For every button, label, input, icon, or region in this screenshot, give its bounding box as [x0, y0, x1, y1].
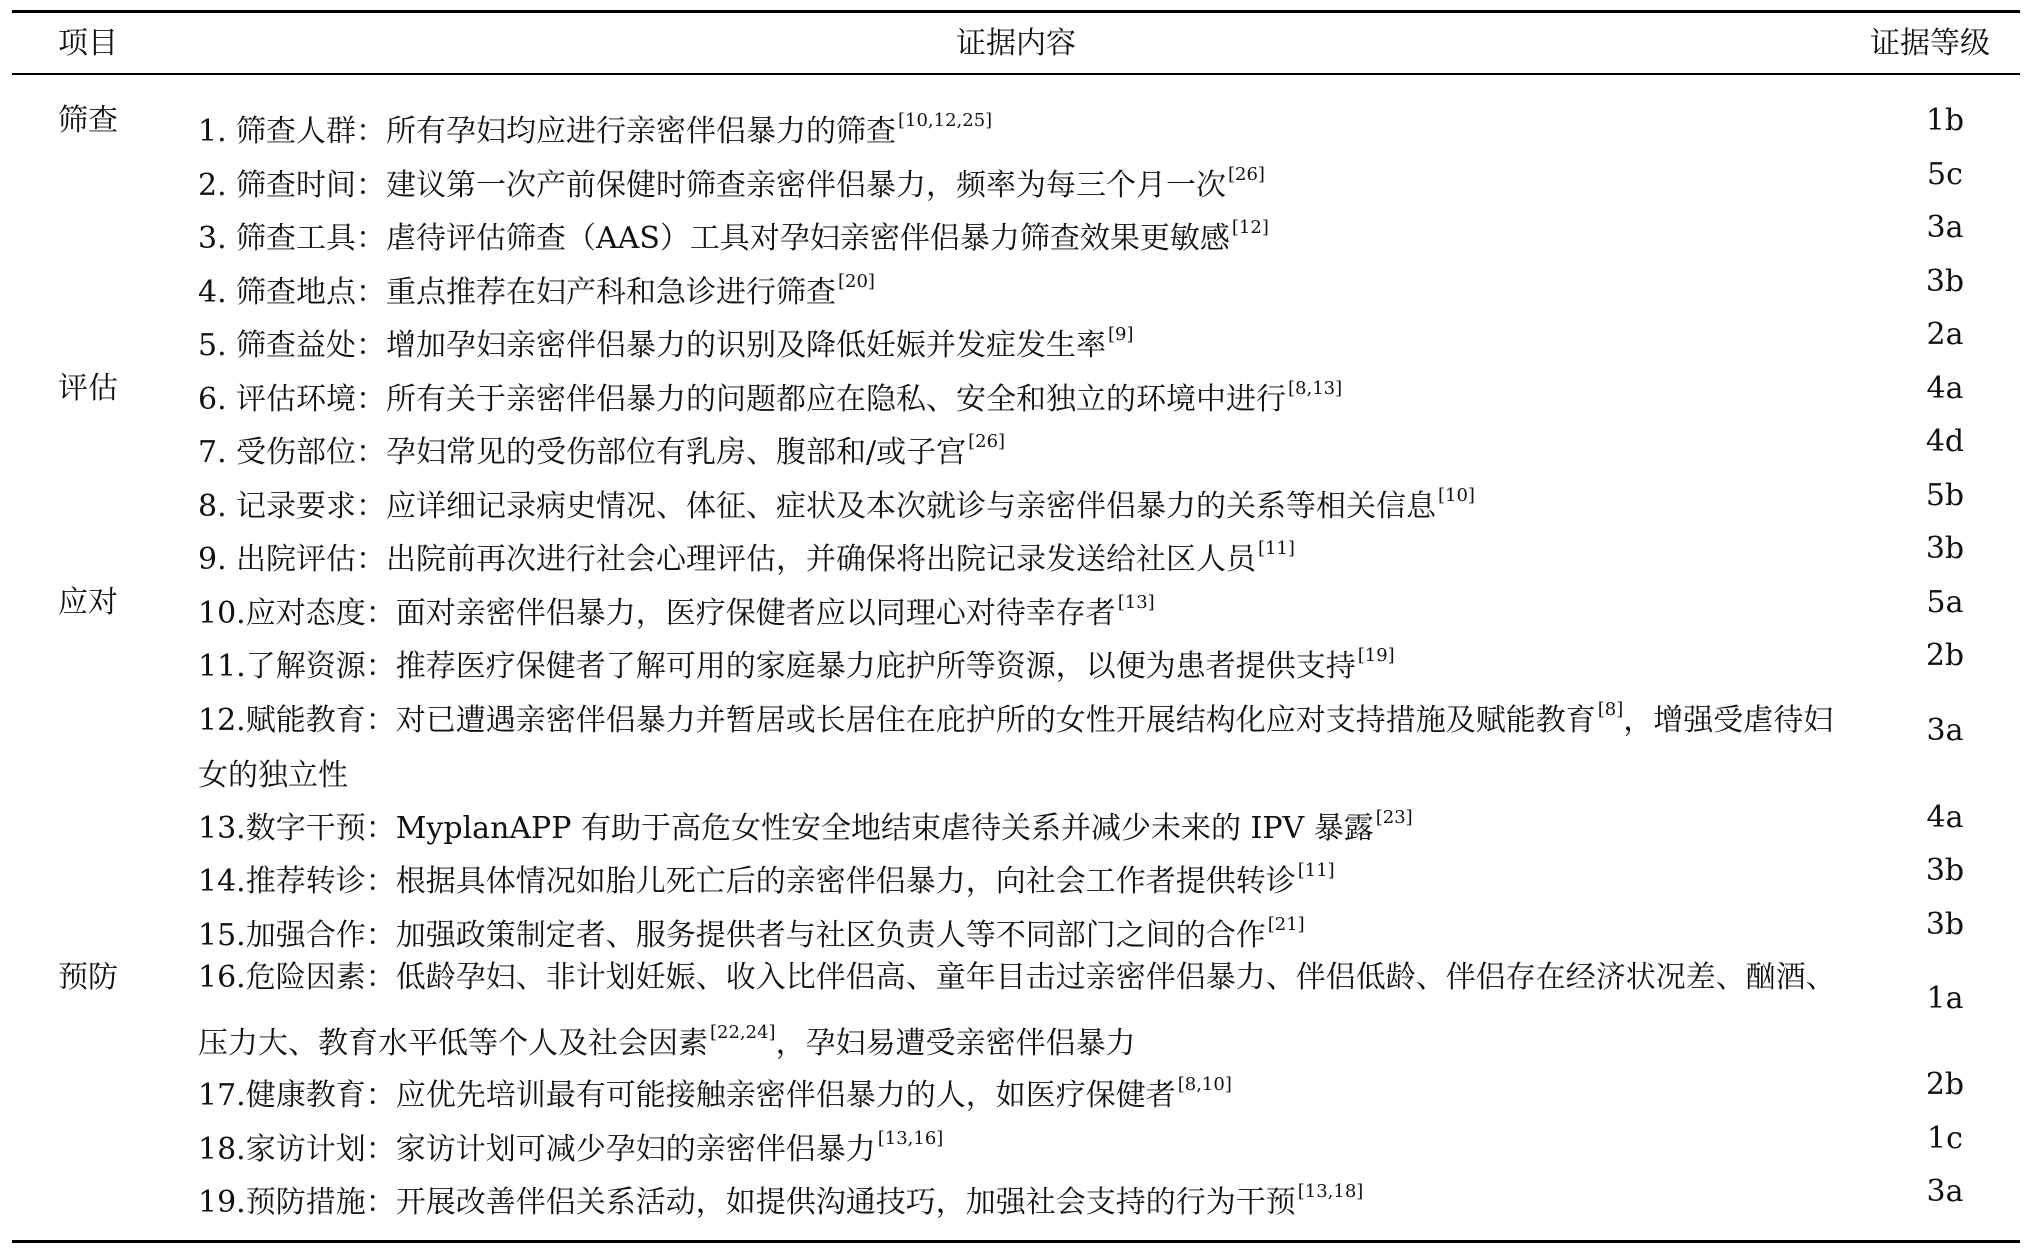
row-content — [198, 950, 1848, 1071]
item-text: 应详细记录病史情况、体征、症状及本次就诊与亲密伴侣暴力的关系等相关信息 — [386, 488, 1436, 524]
row-category: 预防 — [58, 960, 118, 996]
citation-ref: [8,10] — [1177, 1074, 1232, 1096]
item-number: 8. — [198, 488, 227, 524]
item-number: 2. — [198, 167, 227, 203]
item-number: 17. — [198, 1078, 246, 1114]
evidence-grade: 2b — [1925, 638, 1965, 674]
citation-ref: [19] — [1357, 645, 1395, 667]
table-row — [12, 575, 2020, 631]
header-category: 项目 — [58, 26, 118, 61]
table-row — [12, 254, 2020, 310]
item-text-tail: ，孕妇易遭受亲密伴侣暴力 — [775, 1026, 1136, 1062]
item-number: 14. — [198, 864, 246, 900]
table-bottom-rule — [12, 1240, 2020, 1243]
evidence-grade: 2a — [1926, 317, 1964, 353]
item-text: 虐待评估筛查（AAS）工具对孕妇亲密伴侣暴力筛查效果更敏感 — [386, 221, 1230, 257]
item-text: MyplanAPP 有助于高危女性安全地结束虐待关系并减少未来的 IPV 暴露 — [395, 810, 1374, 846]
item-label: 加强合作： — [245, 917, 396, 953]
item-text: 根据具体情况如胎儿死亡后的亲密伴侣暴力，向社会工作者提供转诊 — [395, 864, 1296, 900]
table-top-rule — [12, 10, 2020, 13]
item-number: 12. — [198, 702, 246, 738]
item-number: 15. — [198, 917, 246, 953]
evidence-grade: 3a — [1926, 1174, 1964, 1210]
item-label: 应对态度： — [245, 595, 396, 631]
item-number: 13. — [198, 810, 246, 846]
header-rule — [12, 73, 2020, 75]
citation-ref: [23] — [1375, 806, 1413, 828]
table-row — [12, 361, 2020, 417]
table-row — [12, 682, 2020, 793]
item-number: 10. — [198, 595, 246, 631]
item-number: 1. — [198, 114, 227, 150]
citation-ref: [11] — [1258, 538, 1295, 560]
item-label: 健康教育： — [245, 1078, 396, 1114]
citation-ref: [8] — [1597, 698, 1624, 720]
item-number: 19. — [198, 1185, 246, 1221]
evidence-grade: 3a — [1926, 712, 1964, 748]
item-label: 受伤部位： — [236, 435, 386, 471]
table-row — [12, 468, 2020, 524]
citation-ref: [21] — [1267, 913, 1305, 935]
item-number: 18. — [198, 1131, 246, 1167]
table-row — [12, 1164, 2020, 1221]
item-label: 了解资源： — [245, 649, 396, 685]
evidence-grade: 1a — [1926, 981, 1964, 1017]
evidence-grade: 5b — [1925, 477, 1965, 513]
citation-ref: [26] — [968, 431, 1006, 453]
table-row — [12, 897, 2020, 953]
table-row — [12, 307, 2020, 364]
item-number: 3. — [198, 221, 227, 257]
item-label: 评估环境： — [236, 381, 386, 417]
item-label: 筛查人群： — [236, 114, 386, 150]
item-number: 4. — [198, 274, 227, 310]
item-text-tail: ，增强受虐待妇女的独立性 — [198, 702, 1834, 793]
citation-ref: [10] — [1438, 484, 1475, 506]
item-label: 记录要求： — [236, 488, 386, 524]
item-text: 建议第一次产前保健时筛查亲密伴侣暴力，频率为每三个月一次 — [386, 167, 1226, 203]
table-row — [12, 1057, 2020, 1114]
citation-ref: [22,24] — [710, 1022, 776, 1044]
item-text: 应优先培训最有可能接触亲密伴侣暴力的人，如医疗保健者 — [395, 1078, 1176, 1114]
citation-ref: [13,18] — [1297, 1181, 1364, 1203]
item-number: 16. — [198, 960, 246, 996]
table-row — [12, 790, 2020, 846]
item-text: 所有关于亲密伴侣暴力的问题都应在隐私、安全和独立的环境中进行 — [386, 381, 1286, 417]
table-row — [12, 521, 2020, 578]
item-number: 11. — [198, 649, 246, 685]
item-text: 开展改善伴侣关系活动，如提供沟通技巧，加强社会支持的行为干预 — [395, 1185, 1296, 1221]
item-label: 出院评估： — [236, 542, 386, 578]
item-label: 预防措施： — [245, 1185, 396, 1221]
item-label: 家访计划： — [245, 1131, 396, 1167]
citation-ref: [11] — [1297, 860, 1335, 882]
evidence-grade: 3b — [1925, 853, 1965, 889]
citation-ref: [13] — [1117, 591, 1155, 613]
header-content: 证据内容 — [956, 26, 1076, 61]
item-text: 低龄孕妇、非计划妊娠、收入比伴侣高、童年目击过亲密伴侣暴力、伴侣低龄、伴侣存在经济状况差、酗酒、压力大、教育水平低等个人及社会因素 — [198, 960, 1836, 1062]
item-number: 9. — [198, 542, 227, 578]
item-label: 筛查益处： — [236, 328, 386, 364]
row-content — [198, 682, 1848, 803]
item-text: 家访计划可减少孕妇的亲密伴侣暴力 — [395, 1131, 876, 1167]
table-row — [12, 1111, 2020, 1167]
evidence-grade: 5a — [1926, 584, 1964, 620]
citation-ref: [12] — [1231, 217, 1269, 239]
evidence-grade: 4a — [1926, 370, 1964, 406]
table-row — [12, 93, 2020, 150]
evidence-grade: 1c — [1927, 1120, 1963, 1156]
evidence-grade: 3b — [1925, 531, 1965, 567]
row-content — [198, 1164, 1848, 1231]
item-text: 加强政策制定者、服务提供者与社区负责人等不同部门之间的合作 — [395, 917, 1266, 953]
table-row — [12, 414, 2020, 471]
table-row — [12, 628, 2020, 685]
header-grade: 证据等级 — [1870, 26, 1990, 61]
row-category: 应对 — [58, 584, 118, 620]
evidence-grade: 4a — [1926, 799, 1964, 835]
citation-ref: [9] — [1108, 324, 1134, 346]
item-number: 5. — [198, 328, 227, 364]
item-text: 所有孕妇均应进行亲密伴侣暴力的筛查 — [386, 114, 896, 150]
item-text: 增加孕妇亲密伴侣暴力的识别及降低妊娠并发症发生率 — [386, 328, 1106, 364]
item-number: 6. — [198, 381, 227, 417]
citation-ref: [13,16] — [877, 1127, 944, 1149]
citation-ref: [26] — [1228, 163, 1265, 185]
citation-ref: [8,13] — [1288, 377, 1343, 399]
citation-ref: [20] — [838, 270, 875, 292]
table-row — [12, 200, 2020, 257]
citation-ref: [10,12,25] — [898, 110, 993, 132]
evidence-grade: 3a — [1926, 210, 1964, 246]
table-row — [12, 950, 2020, 1062]
evidence-grade: 2b — [1925, 1067, 1965, 1103]
item-label: 推荐转诊： — [245, 864, 396, 900]
item-label: 筛查工具： — [236, 221, 386, 257]
evidence-grade: 5c — [1927, 156, 1963, 192]
row-category: 评估 — [58, 370, 118, 406]
item-text: 孕妇常见的受伤部位有乳房、腹部和/或子宫 — [386, 435, 967, 471]
item-label: 危险因素： — [245, 960, 396, 996]
item-text: 重点推荐在妇产科和急诊进行筛查 — [386, 274, 836, 310]
item-number: 7. — [198, 435, 227, 471]
table-row — [12, 843, 2020, 900]
evidence-grade: 4d — [1925, 424, 1965, 460]
evidence-grade: 1b — [1925, 103, 1965, 139]
evidence-grade: 3b — [1925, 906, 1965, 942]
item-text: 推荐医疗保健者了解可用的家庭暴力庇护所等资源，以便为患者提供支持 — [395, 649, 1356, 685]
evidence-grade: 3b — [1925, 263, 1965, 299]
item-label: 赋能教育： — [245, 702, 396, 738]
item-label: 数字干预： — [245, 810, 396, 846]
table-row — [12, 147, 2020, 203]
item-text: 对已遭遇亲密伴侣暴力并暂居或长居住在庇护所的女性开展结构化应对支持措施及赋能教育 — [395, 702, 1596, 738]
item-label: 筛查时间： — [236, 167, 386, 203]
item-text: 面对亲密伴侣暴力，医疗保健者应以同理心对待幸存者 — [395, 595, 1116, 631]
item-text: 出院前再次进行社会心理评估，并确保将出院记录发送给社区人员 — [386, 542, 1256, 578]
row-category: 筛查 — [58, 103, 118, 139]
item-label: 筛查地点： — [236, 274, 386, 310]
